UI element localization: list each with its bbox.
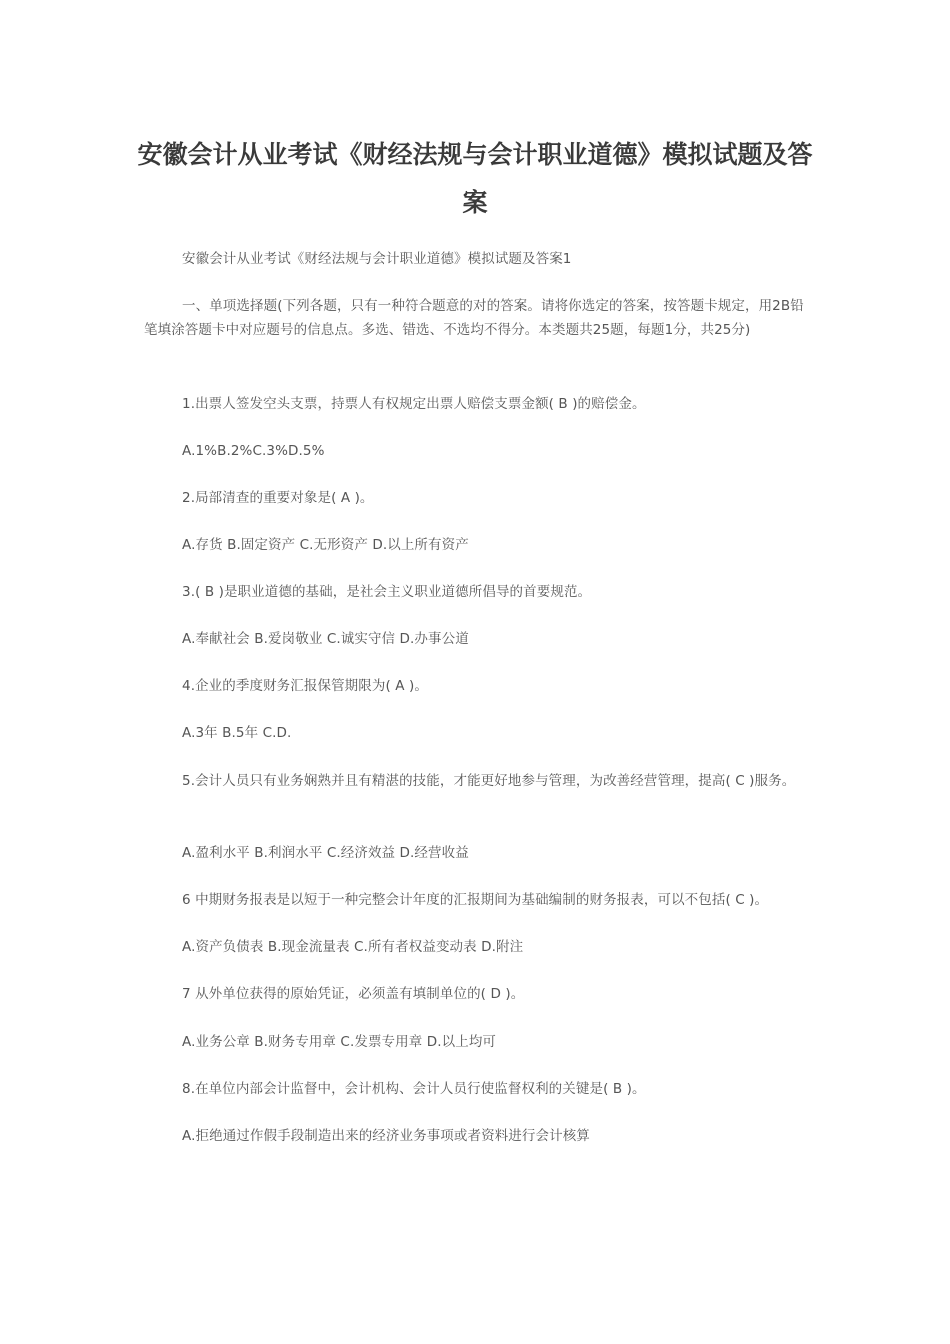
question-2: 2.局部清查的重要对象是( A )。 (182, 490, 374, 506)
options-8: A.拒绝通过作假手段制造出来的经济业务事项或者资料进行会计核算 (182, 1128, 590, 1144)
options-4: A.3年 B.5年 C.D. (182, 725, 292, 741)
options-5: A.盈利水平 B.利润水平 C.经济效益 D.经营收益 (182, 845, 469, 861)
question-4: 4.企业的季度财务汇报保管期限为( A )。 (182, 678, 428, 694)
question-3: 3.( B )是职业道德的基础，是社会主义职业道德所倡导的首要规范。 (182, 584, 592, 600)
question-7: 7 从外单位获得的原始凭证，必须盖有填制单位的( D )。 (182, 986, 525, 1002)
options-3: A.奉献社会 B.爱岗敬业 C.诚实守信 D.办事公道 (182, 631, 469, 647)
options-7: A.业务公章 B.财务专用章 C.发票专用章 D.以上均可 (182, 1034, 497, 1050)
document-subtitle: 安徽会计从业考试《财经法规与会计职业道德》模拟试题及答案1 (182, 251, 572, 267)
question-6: 6 中期财务报表是以短于一种完整会计年度的汇报期间为基础编制的财务报表，可以不包括( C )。 (182, 892, 769, 908)
document-title: 安徽会计从业考试《财经法规与会计职业道德》模拟试题及答案 (137, 140, 813, 217)
section-intro: 一、单项选择题(下列各题，只有一种符合题意的对的答案。请将你选定的答案，按答题卡规定，用2B铅笔填涂答题卡中对应题号的信息点。多选、错选、不选均不得分。本类题共25题，每题1分，共25分) (144, 298, 804, 338)
options-2: A.存货 B.固定资产 C.无形资产 D.以上所有资产 (182, 537, 469, 553)
options-6: A.资产负债表 B.现金流量表 C.所有者权益变动表 D.附注 (182, 939, 524, 955)
question-1: 1.出票人签发空头支票，持票人有权规定出票人赔偿支票金额( B )的赔偿金。 (182, 396, 646, 412)
question-8: 8.在单位内部会计监督中，会计机构、会计人员行使监督权利的关键是( B )。 (182, 1081, 646, 1097)
options-1: A.1%B.2%C.3%D.5% (182, 443, 325, 459)
question-5: 5.会计人员只有业务娴熟并且有精湛的技能，才能更好地参与管理，为改善经营管理，提高( C )服务。 (182, 773, 796, 789)
